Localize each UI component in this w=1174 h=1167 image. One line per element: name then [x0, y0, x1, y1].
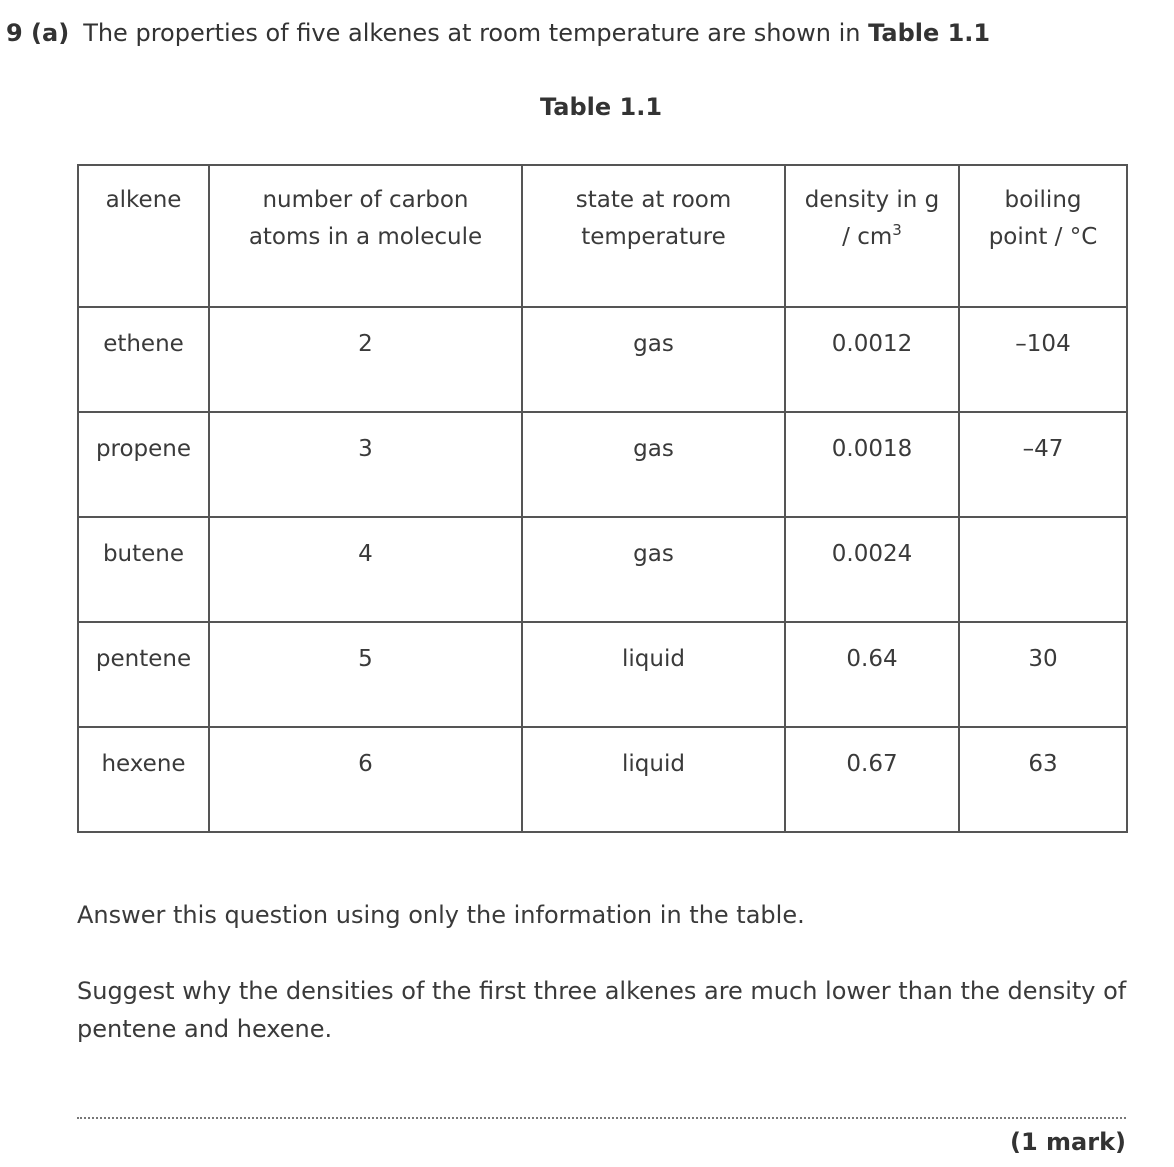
cell-state: liquid	[522, 622, 785, 727]
cell-state: gas	[522, 307, 785, 412]
cell-carbon-atoms: 5	[209, 622, 522, 727]
table-header-row	[78, 165, 1127, 307]
header-state: state at room temperature	[522, 165, 785, 307]
question-text: The properties of five alkenes at room temperature are shown in	[83, 19, 869, 47]
cell-alkene: hexene	[78, 727, 209, 832]
table-row	[78, 727, 1127, 832]
cell-carbon-atoms: 6	[209, 727, 522, 832]
header-density-superscript: 3	[892, 221, 902, 239]
cell-alkene: propene	[78, 412, 209, 517]
cell-state: gas	[522, 412, 785, 517]
cell-carbon-atoms: 4	[209, 517, 522, 622]
header-boiling-point: boiling point / °C	[959, 165, 1127, 307]
header-density-text: density in g / cm	[804, 187, 940, 250]
header-alkene: alkene	[78, 165, 209, 307]
question-header	[6, 16, 990, 50]
marks-label: (1 mark)	[1010, 1128, 1126, 1156]
cell-carbon-atoms: 3	[209, 412, 522, 517]
cell-boiling-point: 63	[959, 727, 1127, 832]
table-row	[78, 412, 1127, 517]
cell-boiling-point: –47	[959, 412, 1127, 517]
cell-boiling-point: 30	[959, 622, 1127, 727]
table-caption: Table 1.1	[539, 93, 663, 121]
header-density	[785, 165, 959, 307]
answer-line[interactable]	[77, 1117, 1126, 1119]
cell-density: 0.67	[785, 727, 959, 832]
alkene-properties-table	[77, 164, 1128, 833]
cell-density: 0.0012	[785, 307, 959, 412]
cell-carbon-atoms: 2	[209, 307, 522, 412]
question-number: 9 (a)	[6, 19, 70, 47]
cell-boiling-point	[959, 517, 1127, 622]
cell-density: 0.0024	[785, 517, 959, 622]
table-row	[78, 517, 1127, 622]
cell-alkene: pentene	[78, 622, 209, 727]
cell-alkene: butene	[78, 517, 209, 622]
cell-state: gas	[522, 517, 785, 622]
cell-density: 0.0018	[785, 412, 959, 517]
cell-alkene: ethene	[78, 307, 209, 412]
cell-boiling-point: –104	[959, 307, 1127, 412]
table-row	[78, 307, 1127, 412]
question-prompt: Suggest why the densities of the first three alkenes are much lower than the density of pentene and hexene.	[77, 977, 1127, 1043]
instruction-text: Answer this question using only the information in the table.	[77, 901, 805, 929]
cell-density: 0.64	[785, 622, 959, 727]
cell-state: liquid	[522, 727, 785, 832]
table-row	[78, 622, 1127, 727]
table-reference: Table 1.1	[868, 19, 991, 47]
header-carbon-atoms: number of carbon atoms in a molecule	[209, 165, 522, 307]
